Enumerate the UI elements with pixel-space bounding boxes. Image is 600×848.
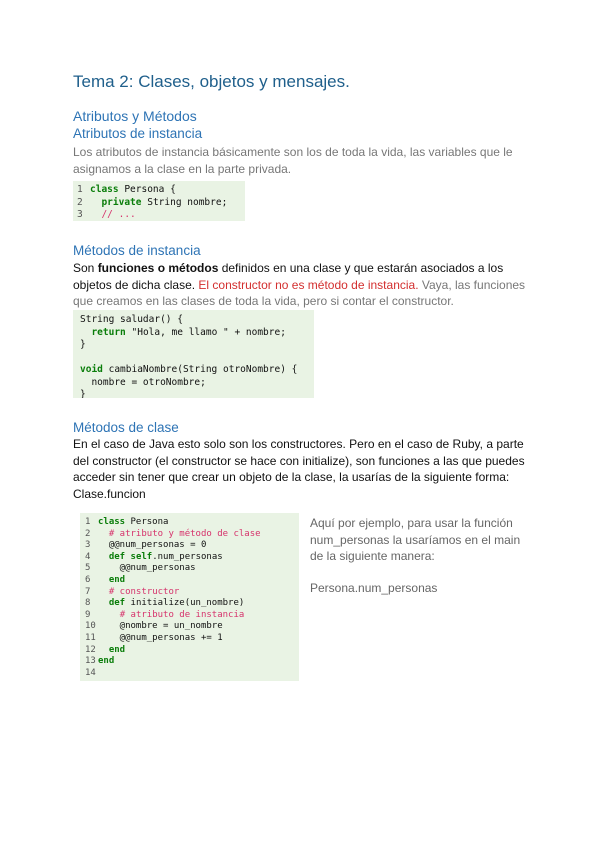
code-line: 14 bbox=[85, 667, 96, 678]
code-line: 4 def self.num_personas bbox=[85, 551, 223, 562]
paragraph-atributos-instancia: Los atributos de instancia básicamente son los de toda la vida, las variables que le asignamos a la clase en la parte privada. bbox=[73, 145, 513, 176]
code-line: void cambiaNombre(String otroNombre) { bbox=[80, 364, 298, 375]
code-line: 1 class Persona bbox=[85, 517, 169, 527]
code-line: } bbox=[80, 389, 86, 398]
code-line: 3 @@num_personas = 0 bbox=[85, 540, 207, 551]
code-line: nombre = otroNombre; bbox=[80, 376, 206, 388]
code-line: String saludar() { bbox=[80, 314, 183, 325]
code-line bbox=[80, 352, 86, 363]
code-line: 13 end bbox=[85, 656, 115, 667]
code-line: 9 # atributo de instancia bbox=[85, 609, 245, 620]
code-line: 7 # constructor bbox=[85, 586, 180, 597]
side-note-text: Aquí por ejemplo, para usar la función num_personas la usaríamos en el main de la siguiente manera: bbox=[310, 516, 521, 563]
code-line: 6 end bbox=[85, 574, 126, 585]
code-block-ruby-clase bbox=[80, 513, 299, 681]
paragraph-metodos-instancia: Son funciones o métodos definidos en una clase y que estarán asociados a los objetos de dicha clase. El constructor no es método de instancia. Vaya, las funciones que creamos en las clases de toda la vida, pero si contar el constructor. bbox=[73, 261, 526, 308]
code-line: 3 // ... bbox=[77, 209, 136, 220]
page-title: Tema 2: Clases, objetos y mensajes. bbox=[73, 72, 350, 91]
code-line: 11 @@num_personas += 1 bbox=[85, 632, 223, 643]
code-line: 5 @@num_personas bbox=[85, 563, 196, 574]
subheading-metodos-instancia: Métodos de instancia bbox=[73, 243, 201, 258]
paragraph-metodos-clase: En el caso de Java esto solo son los constructores. Pero en el caso de Ruby, a parte del constructor (el constructor se hace con initialize), son funciones a las que puedes acceder sin tener que crear un objeto de la clase, la usarías de la siguiente forma: Clase.funcion bbox=[73, 437, 525, 501]
code-line: 2 private String nombre; bbox=[77, 196, 228, 208]
subheading-metodos-clase: Métodos de clase bbox=[73, 420, 179, 435]
code-block-java-metodos bbox=[73, 310, 314, 398]
code-block-java-atributos bbox=[73, 181, 245, 221]
subheading-atributos-instancia: Atributos de instancia bbox=[73, 126, 203, 141]
code-line: 1 class Persona { bbox=[77, 184, 176, 195]
code-line: 10 @nombre = un_nombre bbox=[85, 621, 223, 632]
code-line: 2 # atributo y método de clase bbox=[85, 528, 261, 539]
code-line: 12 end bbox=[85, 644, 126, 655]
code-line: return "Hola, me llamo " + nombre; bbox=[91, 326, 286, 338]
section-heading-atributos-metodos: Atributos y Métodos bbox=[73, 108, 197, 124]
code-line: 8 def initialize(un_nombre) bbox=[85, 598, 245, 609]
side-note-example: Persona.num_personas bbox=[310, 581, 438, 595]
code-line: } bbox=[80, 339, 86, 350]
